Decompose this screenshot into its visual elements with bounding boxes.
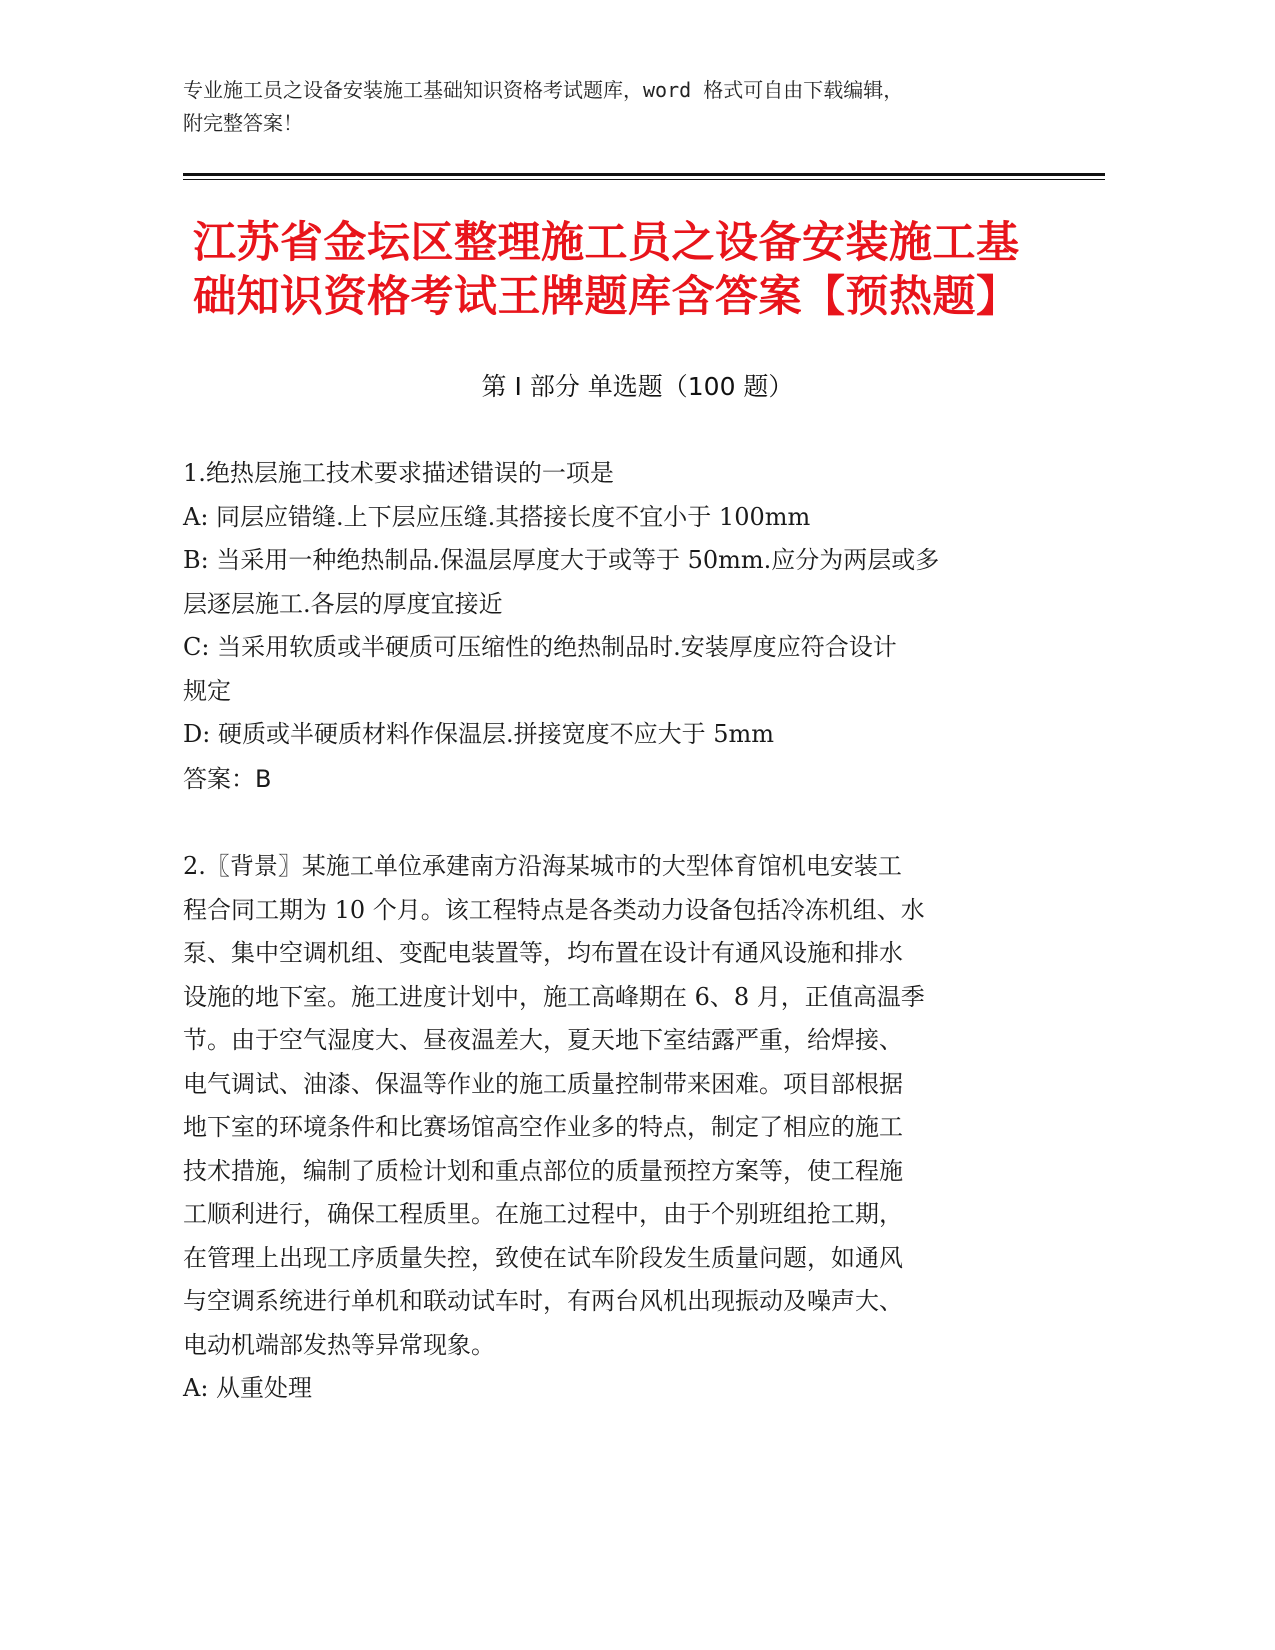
- question-stem-line: 2.〖背景〗某施工单位承建南方沿海某城市的大型体育馆机电安装工: [183, 852, 902, 880]
- question-stem-line: 设施的地下室。施工进度计划中，施工高峰期在 6、8 月，正值高温季: [183, 982, 925, 1011]
- question-stem-line: 技术措施，编制了质检计划和重点部位的质量预控方案等，使工程施: [183, 1156, 903, 1185]
- header-line-1: 专业施工员之设备安装施工基础知识资格考试题库，word 格式可自由下载编辑，: [183, 78, 904, 102]
- question-stem-line: 工顺利进行，确保工程质里。在施工过程中，由于个别班组抢工期，: [183, 1200, 903, 1228]
- question-stem: 1.绝热层施工技术要求描述错误的一项是: [183, 459, 614, 487]
- question-stem-line: 电动机端部发热等异常现象。: [183, 1330, 495, 1359]
- answer-text: 答案：B: [183, 764, 272, 793]
- option-b-line-2: 层逐层施工.各层的厚度宜接近: [183, 589, 503, 618]
- question-stem-line: 程合同工期为 10 个月。该工程特点是各类动力设备包括冷冻机组、水: [183, 895, 925, 924]
- question-stem-line: 泵、集中空调机组、变配电装置等，均布置在设计有通风设施和排水: [183, 939, 903, 967]
- option-d: D: 硬质或半硬质材料作保温层.拼接宽度不应大于 5mm: [183, 720, 774, 748]
- title-line-2: 础知识资格考试王牌题库含答案【预热题】: [193, 272, 1020, 322]
- question-2: [183, 845, 1043, 1411]
- header-divider-thick: [183, 173, 1105, 176]
- title-line-1: 江苏省金坛区整理施工员之设备安装施工基: [193, 218, 1020, 268]
- question-1: [183, 452, 1043, 802]
- option-c-line-1: C: 当采用软质或半硬质可压缩性的绝热制品时.安装厚度应符合设计: [183, 633, 897, 661]
- header-line-2: 附完整答案！: [183, 111, 303, 135]
- option-a: A: 从重处理: [183, 1374, 313, 1402]
- question-stem-line: 节。由于空气湿度大、昼夜温差大，夏天地下室结露严重，给焊接、: [183, 1026, 903, 1054]
- header-divider-thin: [183, 179, 1105, 180]
- question-stem-line: 与空调系统进行单机和联动试车时，有两台风机出现振动及噪声大、: [183, 1287, 903, 1315]
- option-c-line-2: 规定: [183, 676, 231, 705]
- document-title: [193, 216, 1093, 324]
- option-b-line-1: B: 当采用一种绝热制品.保温层厚度大于或等于 50mm.应分为两层或多: [183, 546, 940, 574]
- question-stem-line: 电气调试、油漆、保温等作业的施工质量控制带来困难。项目部根据: [183, 1069, 903, 1098]
- question-stem-line: 地下室的环境条件和比赛场馆高空作业多的特点，制定了相应的施工: [183, 1113, 903, 1141]
- document-header-description: [183, 74, 1063, 140]
- section-title: 第 I 部分 单选题（100 题）: [481, 372, 794, 401]
- option-a: A: 同层应错缝.上下层应压缝.其搭接长度不宜小于 100mm: [183, 502, 811, 531]
- question-stem-line: 在管理上出现工序质量失控，致使在试车阶段发生质量问题，如通风: [183, 1243, 903, 1272]
